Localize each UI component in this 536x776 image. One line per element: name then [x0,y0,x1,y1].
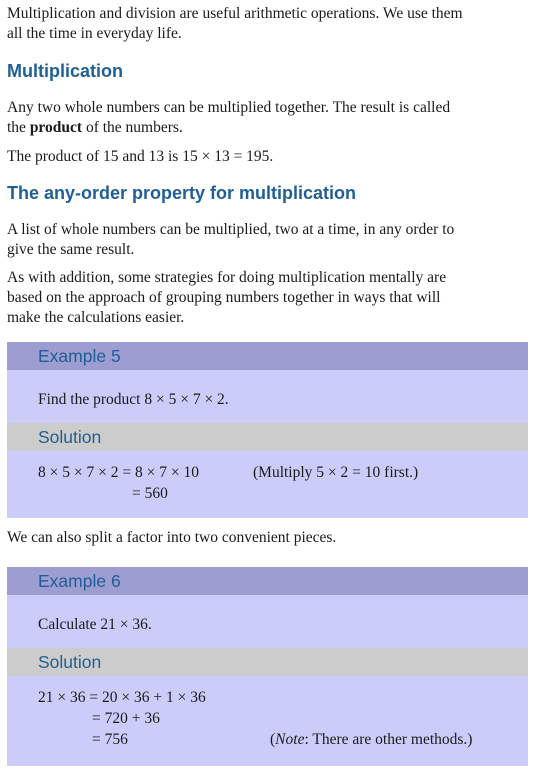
note-label: Note [275,731,305,748]
example-6-box [7,567,528,766]
example-6-step-1: 21 × 36 = 20 × 36 + 1 × 36 [38,689,206,706]
multiplication-line-2-post: of the numbers. [82,119,183,136]
product-example-paragraph: The product of 15 and 13 is 15 × 13 = 195. [7,148,274,165]
multiplication-line-1: Any two whole numbers can be multiplied together. The result is called [7,99,451,116]
example-5-step-1: 8 × 5 × 7 × 2 = 8 × 7 × 10 [38,464,199,481]
example-6-step-2: = 720 + 36 [92,710,160,727]
example-5-solution-title: Solution [7,423,528,451]
example-6-solution-title: Solution [7,648,528,676]
example-5-title: Example 5 [7,342,528,370]
example-6-question: Calculate 21 × 36. [38,616,152,633]
example-5-step-2: = 560 [132,485,168,502]
any-order-p1-line-2: give the same result. [7,241,135,258]
note-open-paren: ( [270,731,276,748]
any-order-p2-line-3: make the calculations easier. [7,309,185,326]
product-term: product [29,119,83,136]
multiplication-paragraph [7,98,527,138]
any-order-p2-line-2: based on the approach of grouping numbers together in ways that will [7,289,441,306]
multiplication-heading: Multiplication [7,61,123,81]
any-order-paragraph-1 [7,220,527,260]
intro-paragraph [7,4,527,44]
multiplication-line-2-pre: the [7,119,30,136]
example-6-title: Example 6 [7,567,528,595]
example-5-question: Find the product 8 × 5 × 7 × 2. [38,391,229,408]
example-5-box [7,342,528,518]
intro-line-2: all the time in everyday life. [7,25,182,42]
split-factor-paragraph: We can also split a factor into two convenient pieces. [7,529,337,546]
any-order-heading: The any-order property for multiplication [7,183,357,203]
example-6-note [270,730,472,750]
any-order-p2-line-1: As with addition, some strategies for doing multiplication mentally are [7,269,447,286]
example-5-step-1-note: (Multiply 5 × 2 = 10 first.) [253,464,419,481]
note-text: : There are other methods.) [304,731,473,748]
any-order-p1-line-1: A list of whole numbers can be multiplied, two at a time, in any order to [7,221,455,238]
any-order-paragraph-2 [7,268,527,328]
example-6-step-3: = 756 [92,731,128,748]
intro-line-1: Multiplication and division are useful arithmetic operations. We use them [7,5,463,22]
